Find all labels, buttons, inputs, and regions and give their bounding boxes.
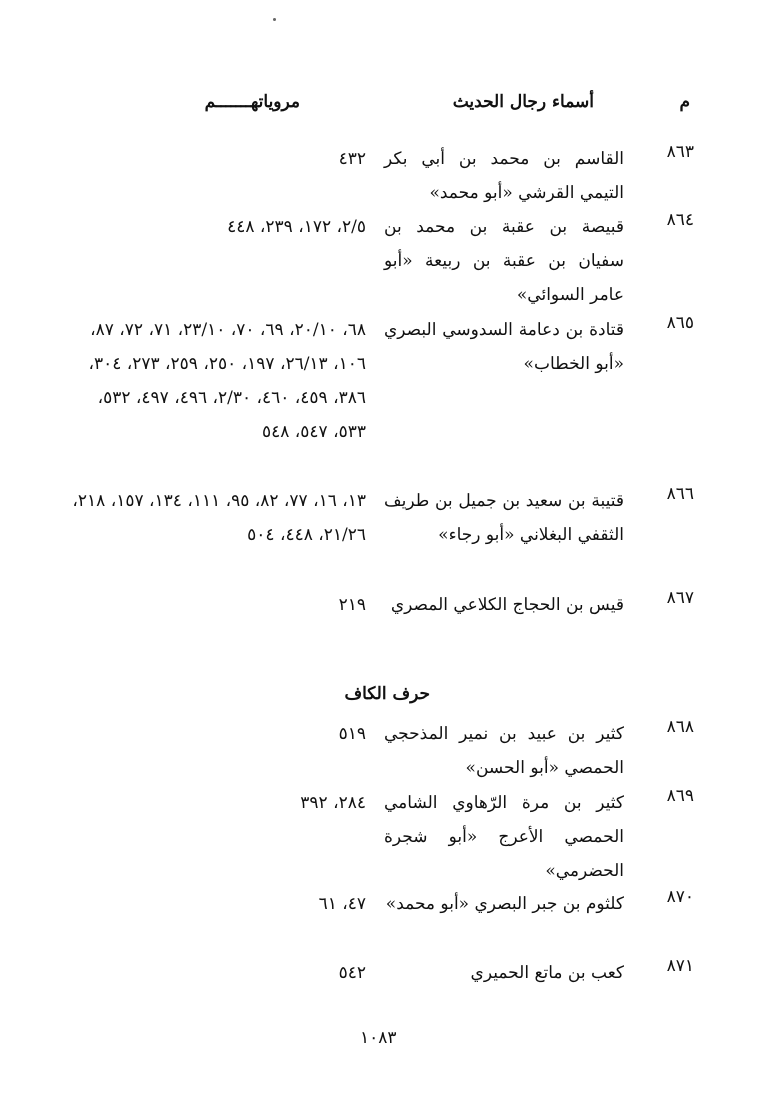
entry-narrations: ٢١٩ xyxy=(338,595,366,615)
entry-name: كثير بن عبيد بن نمير المذحجي الحمصي «أبو الحسن» xyxy=(384,724,624,778)
entry-narrations: ٤٣٢ xyxy=(338,149,366,169)
entry-narrations: ١٣، ١٦، ٧٧، ٨٢، ٩٥، ١١١، ١٣٤، ١٥٧، ٢١٨، ٢١/٢٦، ٤٤٨، ٥٠٤ xyxy=(72,491,366,545)
entry-narrations: ٢٨٤، ٣٩٢ xyxy=(300,793,366,813)
entry-narrations: ٤٧، ٦١ xyxy=(318,894,366,914)
entry-number: ٨٧١ xyxy=(666,956,694,976)
entry-number: ٨٧٠ xyxy=(666,887,694,907)
entry-name: قتادة بن دعامة السدوسي البصري «أبو الخطاب» xyxy=(384,320,624,374)
entry-name: قتيبة بن سعيد بن جميل بن طريف الثقفي البغلاني «أبو رجاء» xyxy=(384,491,624,545)
entry-name: قبيصة بن عقبة بن محمد بن سفيان بن عقبة بن ربيعة «أبو عامر السوائي» xyxy=(384,217,624,305)
entry-number: ٨٦٧ xyxy=(666,588,694,608)
entry-name: كعب بن ماتع الحميري xyxy=(470,963,624,983)
entry-number: ٨٦٥ xyxy=(666,313,694,333)
header-narrations: مروياتهـــــــم xyxy=(204,92,300,112)
entry-narrations: ٢/٥، ١٧٢، ٢٣٩، ٤٤٨ xyxy=(227,217,366,237)
page-number: ١٠٨٣ xyxy=(360,1028,397,1048)
entry-number: ٨٦٨ xyxy=(666,717,694,737)
entry-number: ٨٦٦ xyxy=(666,484,694,504)
entry-narrations: ٦٨، ٢٠/١٠، ٦٩، ٧٠، ٢٣/١٠، ٧١، ٧٢، ٨٧، ١٠٦، ٢٦/١٣، ١٩٧، ٢٥٠، ٢٥٩، ٢٧٣، ٣٠٤، ٣٨٦، ٤٥٩، ٤٦٠، ٢/٣٠، ٤٩٦، ٤٩٧، ٥٣٢، ٥٣٣، ٥٤٧، ٥٤٨ xyxy=(88,320,366,442)
entry-name: القاسم بن محمد بن أبي بكر التيمي القرشي «أبو محمد» xyxy=(384,149,624,203)
entry-name: كثير بن مرة الرّهاوي الشامي الحمصي الأعرج «أبو شجرة الحضرمي» xyxy=(384,793,624,881)
section-title: حرف الكاف xyxy=(344,684,430,704)
header-names: أسماء رجال الحديث xyxy=(452,92,594,112)
entry-narrations: ٥١٩ xyxy=(338,724,366,744)
entry-number: ٨٦٤ xyxy=(666,210,694,230)
page-speck xyxy=(273,18,276,21)
entry-number: ٨٦٩ xyxy=(666,786,694,806)
header-number: م xyxy=(679,92,690,112)
entry-narrations: ٥٤٢ xyxy=(338,963,366,983)
entry-number: ٨٦٣ xyxy=(666,142,694,162)
entry-name: قيس بن الحجاج الكلاعي المصري xyxy=(390,595,624,615)
entry-name: كلثوم بن جبر البصري «أبو محمد» xyxy=(385,894,624,914)
